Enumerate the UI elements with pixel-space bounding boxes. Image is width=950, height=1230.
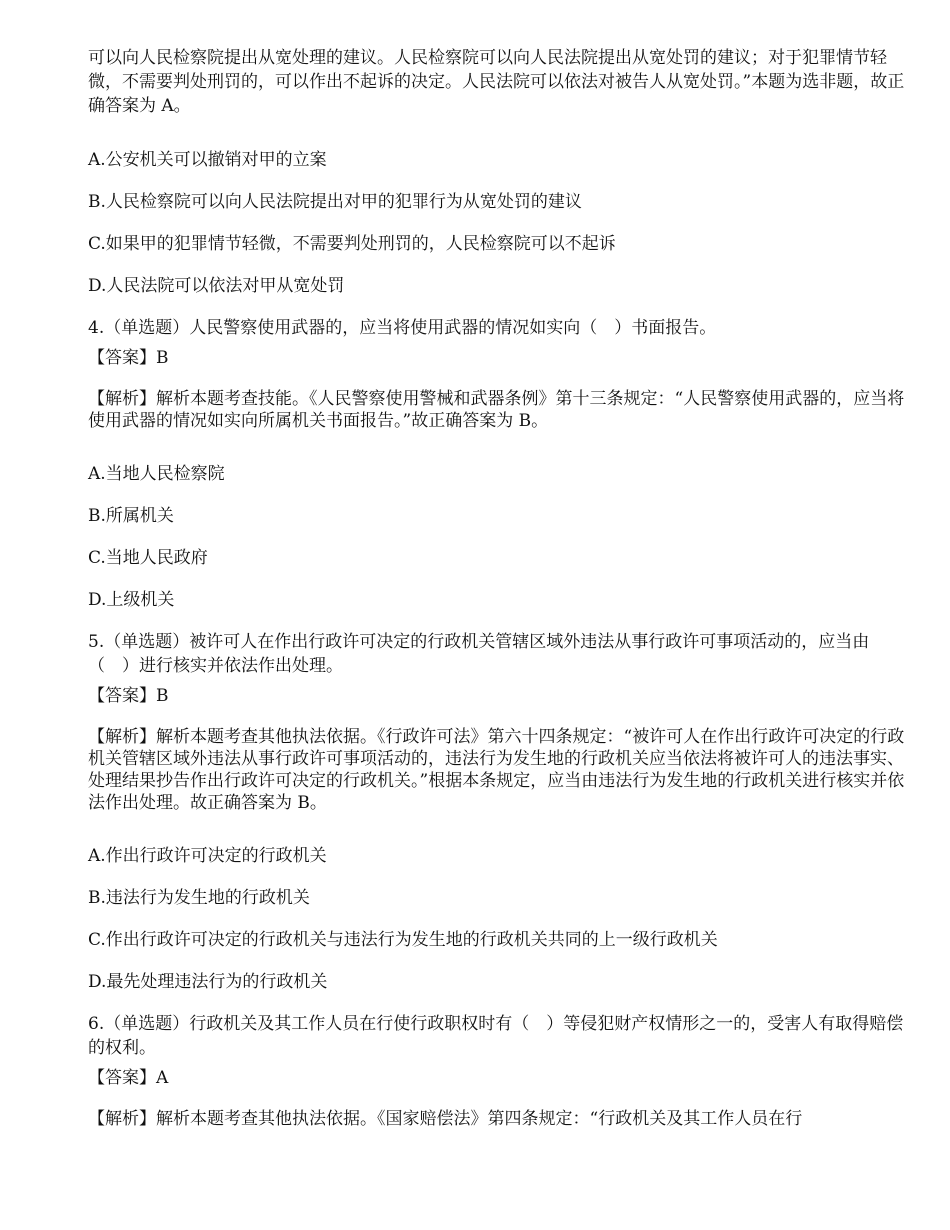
q3-option-c: C.如果甲的犯罪情节轻微，不需要判处刑罚的，人民检察院可以不起诉 [88,234,616,254]
q3-analysis-continuation: 可以向人民检察院提出从宽处理的建议。人民检察院可以向人民法院提出从宽处罚的建议；对于犯罪情节轻微，不需要判处刑罚的，可以作出不起诉的决定。人民法院可以依法对被告人从宽处罚。”本题为选非题，故正确答案为 A。 [88,48,905,116]
q3-option-a: A.公安机关可以撤销对甲的立案 [88,150,327,170]
q5-option-a: A.作出行政许可决定的行政机关 [88,846,327,866]
q4-answer: 【答案】B [88,348,169,368]
q5-option-c: C.作出行政许可决定的行政机关与违法行为发生地的行政机关共同的上一级行政机关 [88,930,718,950]
q3-option-d: D.人民法院可以依法对甲从宽处罚 [88,276,345,296]
q4-option-a: A.当地人民检察院 [88,464,225,484]
q5-analysis: 【解析】解析本题考查其他执法依据。《行政许可法》第六十四条规定：“被许可人在作出行政许可决定的行政机关管辖区域外违法从事行政许可事项活动的，违法行为发生地的行政机关应当依法将被许可人的违法事实、处理结果抄告作出行政许可决定的行政机关。”根据本条规定，应当由违法行为发生地的行政机关进行核实并依法作出处理。故正确答案为 B。 [88,727,905,813]
q5-question: 5.（单选题）被许可人在作出行政许可决定的行政机关管辖区域外违法从事行政许可事项活动的，应当由（ ）进行核实并依法作出处理。 [88,632,870,676]
document-page [88,46,908,1130]
q4-question: 4.（单选题）人民警察使用武器的，应当将使用武器的情况如实向（ ）书面报告。 [88,318,717,338]
q4-option-c: C.当地人民政府 [88,548,208,568]
q6-analysis: 【解析】解析本题考查其他执法依据。《国家赔偿法》第四条规定：“行政机关及其工作人员在行 [88,1109,803,1129]
q4-analysis: 【解析】解析本题考查技能。《人民警察使用警械和武器条例》第十三条规定：“人民警察使用武器的，应当将使用武器的情况如实向所属机关书面报告。”故正确答案为 B。 [88,389,905,431]
q5-option-d: D.最先处理违法行为的行政机关 [88,972,328,992]
q6-answer: 【答案】A [88,1068,169,1088]
q5-option-b: B.违法行为发生地的行政机关 [88,888,310,908]
q4-option-d: D.上级机关 [88,590,175,610]
q3-option-b: B.人民检察院可以向人民法院提出对甲的犯罪行为从宽处罚的建议 [88,192,582,212]
q6-question: 6.（单选题）行政机关及其工作人员在行使行政职权时有（ ）等侵犯财产权情形之一的，受害人有取得赔偿的权利。 [88,1014,904,1058]
q5-answer: 【答案】B [88,686,169,706]
q4-option-b: B.所属机关 [88,506,174,526]
